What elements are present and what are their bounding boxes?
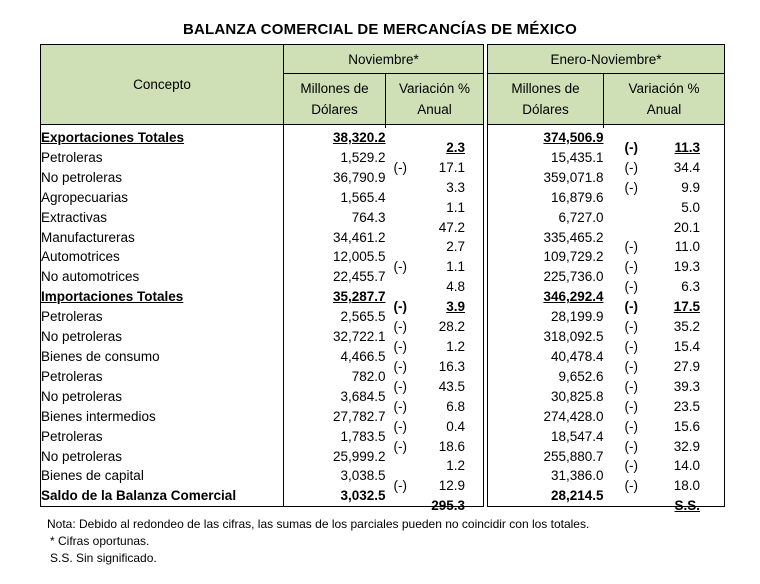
row-nov-millones: 1,565.4 [340,189,386,205]
row-nov-millones: 35,287.7 [332,289,386,305]
row-nov-variacion: 43.5 [438,378,465,394]
row-en-neg: (-) [624,339,638,355]
row-en-variacion: S.S. [674,498,701,514]
table-row [41,307,725,327]
row-en-neg: (-) [624,438,638,454]
table-row [41,387,725,407]
trade-balance-table [40,44,725,514]
row-nov-millones: 782.0 [351,368,386,384]
row-concepto: Extractivas [41,208,284,228]
row-en-millones: 9,652.6 [558,368,604,384]
header-concepto: Concepto [41,45,284,125]
row-en-millones: 359,071.8 [543,169,604,185]
row-nov-variacion: 3.3 [446,179,465,195]
table-row [41,148,725,168]
row-en-variacion: 11.0 [674,239,701,255]
row-nov-neg: (-) [393,259,407,275]
table-row [41,128,725,148]
row-en-variacion: 17.5 [673,299,701,315]
row-en-variacion: 6.3 [681,279,701,295]
row-concepto: No petroleras [41,168,284,188]
row-nov-millones: 764.3 [351,209,386,225]
table-row [41,247,725,267]
row-en-millones: 6,727.0 [558,209,604,225]
row-en-variacion: 19.3 [673,259,701,275]
row-nov-millones: 2,565.5 [340,309,386,325]
row-nov-variacion: 18.6 [438,438,465,454]
row-nov-neg: (-) [393,378,407,394]
row-en-variacion: 32.9 [673,438,701,454]
table-row [41,347,725,367]
footnote-ss: S.S. Sin significado. [50,551,157,565]
row-en-neg: (-) [624,478,638,494]
row-en-neg: (-) [624,378,638,394]
row-en-variacion: 15.4 [673,339,701,355]
header-enero-noviembre: Enero-Noviembre* [488,45,725,74]
row-nov-variacion: 12.9 [438,478,465,494]
row-en-neg: (-) [624,299,638,315]
row-en-neg: (-) [624,398,638,414]
row-en-neg: (-) [624,139,638,155]
row-en-millones: 18,547.4 [550,428,604,444]
table-title: BALANZA COMERCIAL DE MERCANCÍAS DE MÉXICO [182,21,578,38]
row-en-millones: 225,736.0 [543,269,604,285]
row-nov-millones: 12,005.5 [332,249,386,265]
row-concepto: Automotrices [41,247,284,267]
table-row [41,168,725,188]
row-en-millones: 16,879.6 [550,189,604,205]
row-nov-millones: 3,684.5 [340,388,386,404]
row-en-millones: 31,386.0 [550,468,604,484]
row-nov-variacion: 0.4 [446,418,465,434]
row-concepto: No petroleras [41,447,284,467]
row-nov-variacion: 6.8 [446,398,465,414]
row-concepto: Exportaciones Totales [41,128,284,148]
row-en-variacion: 23.5 [673,398,701,414]
row-en-millones: 374,506.9 [543,130,604,145]
row-en-neg: (-) [624,179,638,195]
row-nov-neg: (-) [393,418,407,434]
row-concepto: Saldo de la Balanza Comercial [41,486,284,506]
table-row [41,367,725,387]
row-concepto: Petroleras [41,148,284,168]
row-nov-variacion: 16.3 [438,358,465,374]
row-concepto: Petroleras [41,427,284,447]
row-en-variacion: 34.4 [673,159,701,175]
row-en-variacion: 11.3 [674,139,701,155]
row-en-millones: 30,825.8 [550,388,604,404]
row-nov-variacion: 3.9 [446,299,465,315]
header-variacion-en: Variación % Anual [604,74,725,125]
row-en-neg: (-) [624,279,638,295]
row-concepto: No petroleras [41,387,284,407]
row-concepto: Petroleras [41,307,284,327]
table-row [41,327,725,347]
header-millones-en: Millones de Dólares [488,74,604,125]
row-en-millones: 346,292.4 [543,289,604,305]
row-concepto: No petroleras [41,327,284,347]
row-en-neg: (-) [624,418,638,434]
row-en-variacion: 18.0 [673,478,701,494]
row-nov-neg: (-) [393,159,407,175]
row-nov-neg: (-) [393,358,407,374]
row-en-millones: 255,880.7 [543,448,604,464]
row-nov-variacion: 28.2 [438,319,465,335]
row-nov-neg: (-) [393,339,407,355]
row-nov-variacion: 1.2 [446,458,465,474]
row-en-variacion: 9.9 [681,179,701,195]
row-en-millones: 274,428.0 [543,408,604,424]
row-nov-variacion: 47.2 [438,219,465,235]
row-en-variacion: 20.1 [673,219,701,235]
row-nov-millones: 34,461.2 [332,229,386,245]
row-nov-millones: 22,455.7 [332,269,386,285]
row-nov-millones: 3,032.5 [340,488,386,504]
row-concepto: Importaciones Totales [41,287,284,307]
table-row [41,188,725,208]
row-nov-millones: 38,320.2 [332,130,386,145]
footnotes [47,516,589,567]
row-nov-millones: 4,466.5 [340,348,386,364]
row-en-variacion: 35.2 [673,319,701,335]
table-row [41,466,725,486]
row-en-neg: (-) [624,319,638,335]
header-noviembre: Noviembre* [284,45,484,74]
row-nov-neg: (-) [393,478,407,494]
row-en-variacion: 5.0 [681,199,701,215]
row-nov-millones: 27,782.7 [332,408,386,424]
row-en-variacion: 14.0 [673,458,701,474]
footnote-cifras: * Cifras oportunas. [50,534,150,548]
table-row [41,486,725,506]
row-nov-variacion: 295.3 [431,498,465,514]
row-nov-neg: (-) [393,398,407,414]
row-concepto: Bienes de consumo [41,347,284,367]
table-row [41,267,725,287]
table-row [41,447,725,467]
row-en-neg: (-) [624,358,638,374]
row-en-neg: (-) [624,239,638,255]
row-en-neg: (-) [624,259,638,275]
row-en-neg: (-) [624,458,638,474]
row-nov-variacion: 1.1 [446,199,465,215]
row-concepto: Bienes de capital [41,466,284,486]
row-nov-variacion: 1.2 [446,339,465,355]
footnote-rounding: Nota: Debido al redondeo de las cifras, las sumas de los parciales pueden no coincidir con los totales. [47,517,590,531]
row-nov-millones: 1,783.5 [340,428,386,444]
row-concepto: Agropecuarias [41,188,284,208]
row-concepto: Petroleras [41,367,284,387]
row-en-millones: 28,199.9 [550,309,604,325]
row-nov-millones: 36,790.9 [332,169,386,185]
row-en-millones: 318,092.5 [543,329,604,345]
table-row [41,208,725,228]
header-millones-nov: Millones de Dólares [284,74,386,125]
row-en-millones: 28,214.5 [550,488,604,504]
row-en-millones: 40,478.4 [550,348,604,364]
table-row [41,407,725,427]
row-en-millones: 15,435.1 [550,149,604,165]
row-nov-variacion: 2.3 [446,139,465,155]
row-nov-variacion: 17.1 [438,159,465,175]
row-nov-neg: (-) [393,319,407,335]
row-en-variacion: 27.9 [673,358,701,374]
row-nov-millones: 1,529.2 [340,149,386,165]
row-en-millones: 109,729.2 [543,249,604,265]
header-variacion-nov: Variación % Anual [386,74,484,125]
row-en-neg: (-) [624,159,638,175]
row-nov-millones: 3,038.5 [340,468,386,484]
row-en-variacion: 39.3 [673,378,701,394]
table-row [41,287,725,307]
row-en-millones: 335,465.2 [543,229,604,245]
row-concepto: No automotrices [41,267,284,287]
row-nov-variacion: 4.8 [446,279,465,295]
row-en-variacion: 15.6 [673,418,701,434]
row-nov-neg: (-) [393,299,407,315]
row-nov-variacion: 1.1 [446,259,465,275]
row-nov-neg: (-) [393,438,407,454]
row-nov-millones: 25,999.2 [332,448,386,464]
table-row [41,427,725,447]
row-concepto: Manufactureras [41,228,284,248]
row-nov-millones: 32,722.1 [332,329,386,345]
row-nov-variacion: 2.7 [446,239,465,255]
table-row [41,228,725,248]
row-concepto: Bienes intermedios [41,407,284,427]
